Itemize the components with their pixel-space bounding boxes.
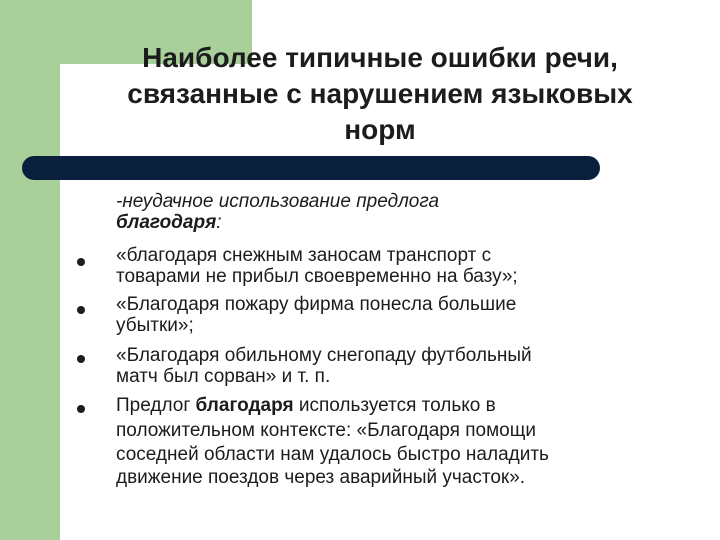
title-divider-bar [22, 156, 600, 180]
list-item-3-line-1: «Благодаря обильному снегопаду футбольный [116, 345, 532, 366]
highlight-word: благодаря [116, 212, 217, 233]
title-line-1: Наиболее типичные ошибки речи, [142, 42, 618, 73]
intro-line: -неудачное использование предлога [116, 191, 440, 212]
highlight-word: благодаря [195, 395, 294, 416]
list-item-1-line-2: товарами не прибыл своевременно на базу»; [116, 266, 518, 287]
slide-title [70, 40, 690, 148]
rule-line-1: Предлог благодаря используется только в [116, 395, 496, 416]
rule-line-2: положительном контексте: «Благодаря помощи [116, 420, 536, 441]
list-item-2-line-2: убытки»; [116, 315, 194, 336]
intro-word-line: благодаря: [116, 212, 222, 233]
title-line-2: связанные с нарушением языковых [127, 78, 633, 109]
bullet-icon [77, 306, 85, 314]
bullet-icon [77, 355, 85, 363]
bullet-icon [77, 258, 85, 266]
list-item-1-line-1: «благодаря снежным заносам транспорт с [116, 245, 492, 266]
bullet-icon [77, 405, 85, 413]
list-item-3-line-2: матч был сорван» и т. п. [116, 366, 331, 387]
decor-green-left [0, 0, 60, 540]
rule-line-4: движение поездов через аварийный участок». [116, 467, 526, 488]
rule-line-3: соседней области нам удалось быстро наладить [116, 444, 549, 465]
title-line-3: норм [344, 114, 416, 145]
list-item-2-line-1: «Благодаря пожару фирма понесла большие [116, 294, 517, 315]
